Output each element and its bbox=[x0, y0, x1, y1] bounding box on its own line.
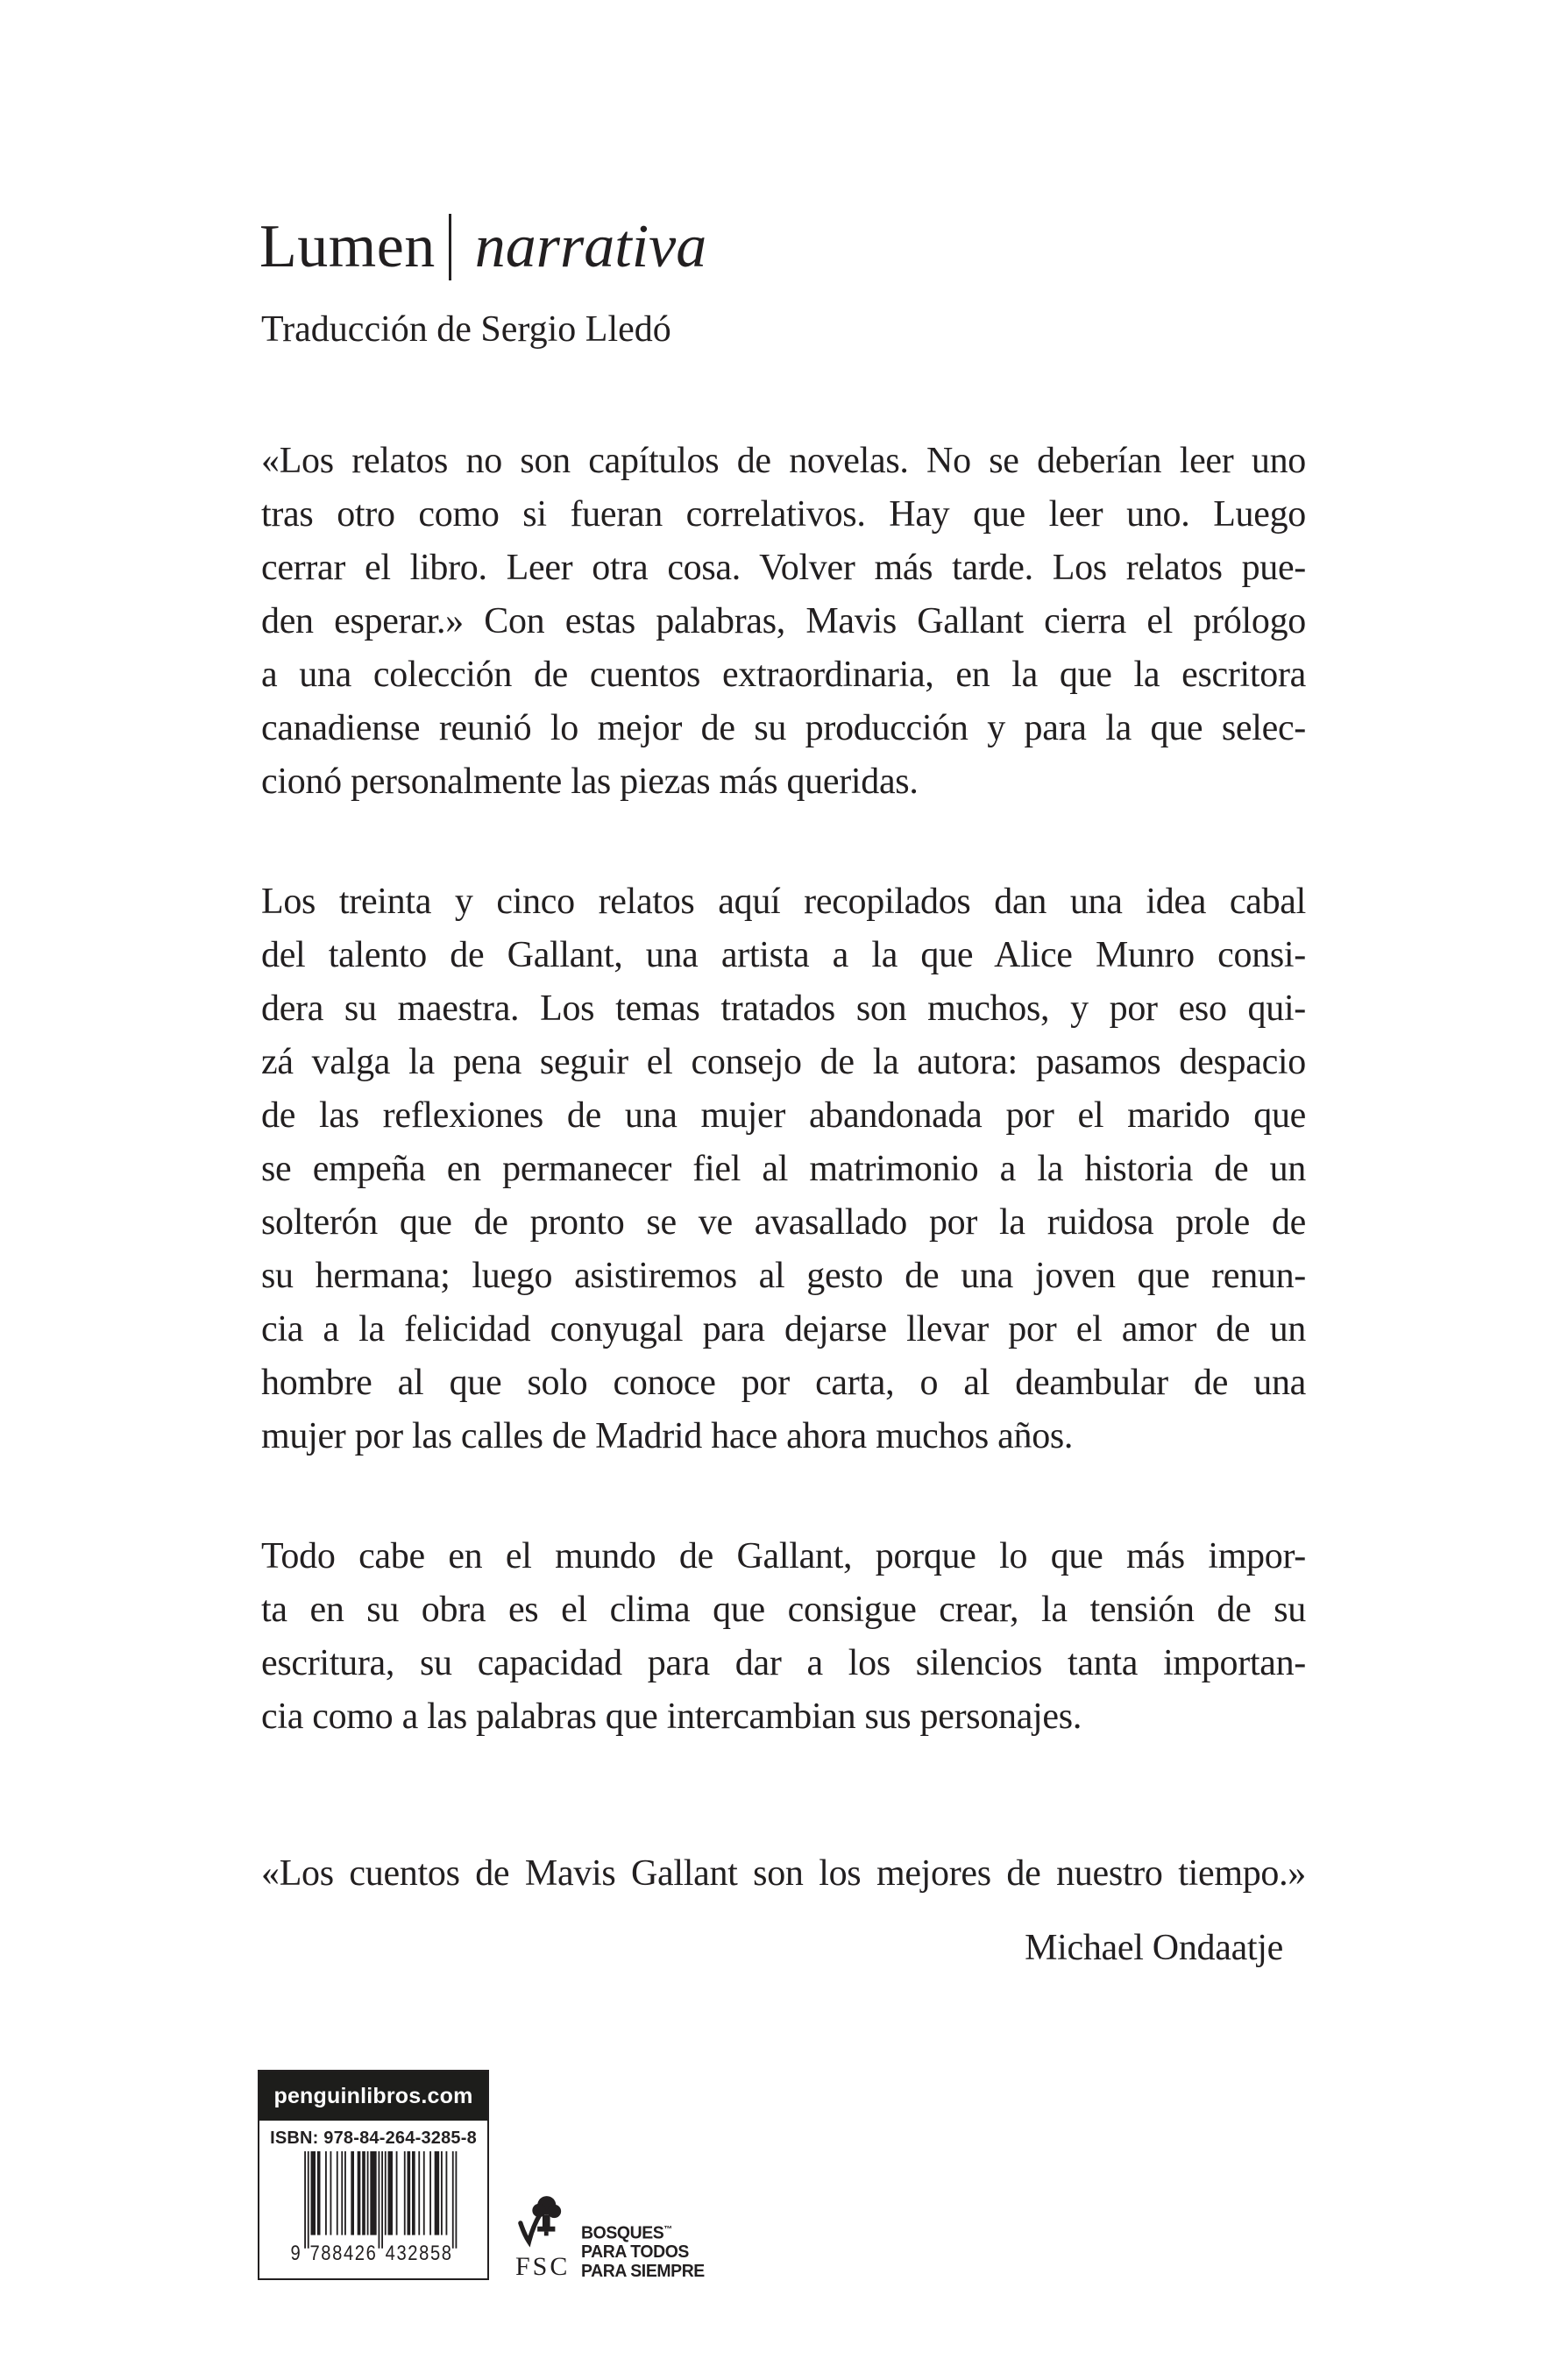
text-line: a una colección de cuentos extraordinaria, en la que la escritora bbox=[261, 655, 1306, 695]
fsc-mark bbox=[515, 2194, 571, 2281]
text-line: cia a la felicidad conyugal para dejarse llevar por el amor de un bbox=[261, 1309, 1306, 1349]
paragraph bbox=[261, 875, 1306, 1463]
text-line: de las reflexiones de una mujer abandonada por el marido que bbox=[261, 1095, 1306, 1136]
svg-text:9: 9 bbox=[290, 2241, 301, 2262]
text-line: su hermana; luego asistiremos al gesto de una joven que renun- bbox=[261, 1256, 1306, 1296]
text-line: escritura, su capacidad para dar a los silencios tanta importan- bbox=[261, 1643, 1306, 1683]
text-line: cionó personalmente las piezas más queridas. bbox=[261, 761, 919, 802]
svg-text:6: 6 bbox=[365, 2241, 376, 2262]
text-line: zá valga la pena seguir el consejo de la autora: pasamos despacio bbox=[261, 1042, 1306, 1082]
text-line: cia como a las palabras que intercambian sus personajes. bbox=[261, 1696, 1082, 1737]
svg-text:3: 3 bbox=[396, 2241, 407, 2262]
text-line: canadiense reunió lo mejor de su producción y para la que selec- bbox=[261, 708, 1306, 748]
svg-text:8: 8 bbox=[419, 2241, 429, 2262]
barcode-icon bbox=[287, 2151, 460, 2262]
text-line: del talento de Gallant, una artista a la que Alice Munro consi- bbox=[261, 935, 1306, 975]
svg-text:8: 8 bbox=[321, 2241, 331, 2262]
fsc-acronym: FSC bbox=[515, 2252, 571, 2281]
text-line: Los treinta y cinco relatos aquí recopilados dan una idea cabal bbox=[261, 882, 1306, 922]
translation-credit: Traducción de Sergio Lledó bbox=[261, 309, 671, 350]
text-line: den esperar.» Con estas palabras, Mavis Gallant cierra el prólogo bbox=[261, 601, 1306, 641]
collection-name: narrativa bbox=[474, 213, 707, 280]
publisher-logo bbox=[259, 212, 706, 282]
svg-text:8: 8 bbox=[441, 2241, 452, 2262]
text-line: dera su maestra. Los temas tratados son muchos, y por eso qui- bbox=[261, 988, 1306, 1029]
paragraph bbox=[261, 1530, 1306, 1744]
publisher-website: penguinlibros.com bbox=[259, 2072, 487, 2121]
fsc-certification bbox=[515, 2194, 708, 2281]
text-line: «Los relatos no son capítulos de novelas. No se deberían leer uno bbox=[261, 441, 1306, 481]
fsc-slogan-line: BOSQUES™ bbox=[581, 2223, 672, 2243]
text-line: se empeña en permanecer fiel al matrimonio a la historia de un bbox=[261, 1149, 1306, 1189]
fsc-slogan bbox=[581, 2221, 705, 2281]
imprint-name: Lumen bbox=[259, 213, 436, 280]
text-line: mujer por las calles de Madrid hace ahora muchos años. bbox=[261, 1416, 1074, 1456]
paragraph bbox=[261, 435, 1306, 809]
svg-text:4: 4 bbox=[385, 2241, 395, 2262]
trademark-symbol: ™ bbox=[663, 2224, 672, 2235]
svg-text:2: 2 bbox=[354, 2241, 365, 2262]
text-line: hombre al que solo conoce por carta, o al deambular de una bbox=[261, 1363, 1306, 1403]
body-paragraphs bbox=[261, 435, 1306, 1744]
svg-text:7: 7 bbox=[309, 2241, 320, 2262]
barcode-box bbox=[258, 2070, 489, 2280]
text-line: tras otro como si fueran correlativos. Hay que leer uno. Luego bbox=[261, 494, 1306, 535]
text-line: cerrar el libro. Leer otra cosa. Volver más tarde. Los relatos pue- bbox=[261, 548, 1306, 588]
svg-text:4: 4 bbox=[343, 2241, 354, 2262]
text-line: Todo cabe en el mundo de Gallant, porque lo que más impor- bbox=[261, 1536, 1306, 1576]
fsc-slogan-line: PARA SIEMPRE bbox=[581, 2261, 705, 2281]
text-line: ta en su obra es el clima que consigue crear, la tensión de su bbox=[261, 1590, 1306, 1630]
endorsement-attribution: Michael Ondaatje bbox=[1025, 1928, 1283, 1968]
ean13-barcode bbox=[259, 2151, 487, 2262]
logo-divider bbox=[449, 214, 451, 280]
svg-text:5: 5 bbox=[429, 2241, 441, 2262]
endorsement-quote: «Los cuentos de Mavis Gallant son los mejores de nuestro tiempo.» bbox=[261, 1853, 1306, 1894]
isbn-label: ISBN: 978-84-264-3285-8 bbox=[270, 2129, 477, 2148]
fsc-tree-check-icon bbox=[517, 2194, 564, 2249]
svg-text:8: 8 bbox=[332, 2241, 343, 2262]
text-line: solterón que de pronto se ve avasallado por la ruidosa prole de bbox=[261, 1202, 1306, 1243]
endorsement bbox=[261, 1847, 1306, 1975]
fsc-slogan-line: PARA TODOS bbox=[581, 2242, 689, 2262]
svg-text:2: 2 bbox=[408, 2241, 418, 2262]
